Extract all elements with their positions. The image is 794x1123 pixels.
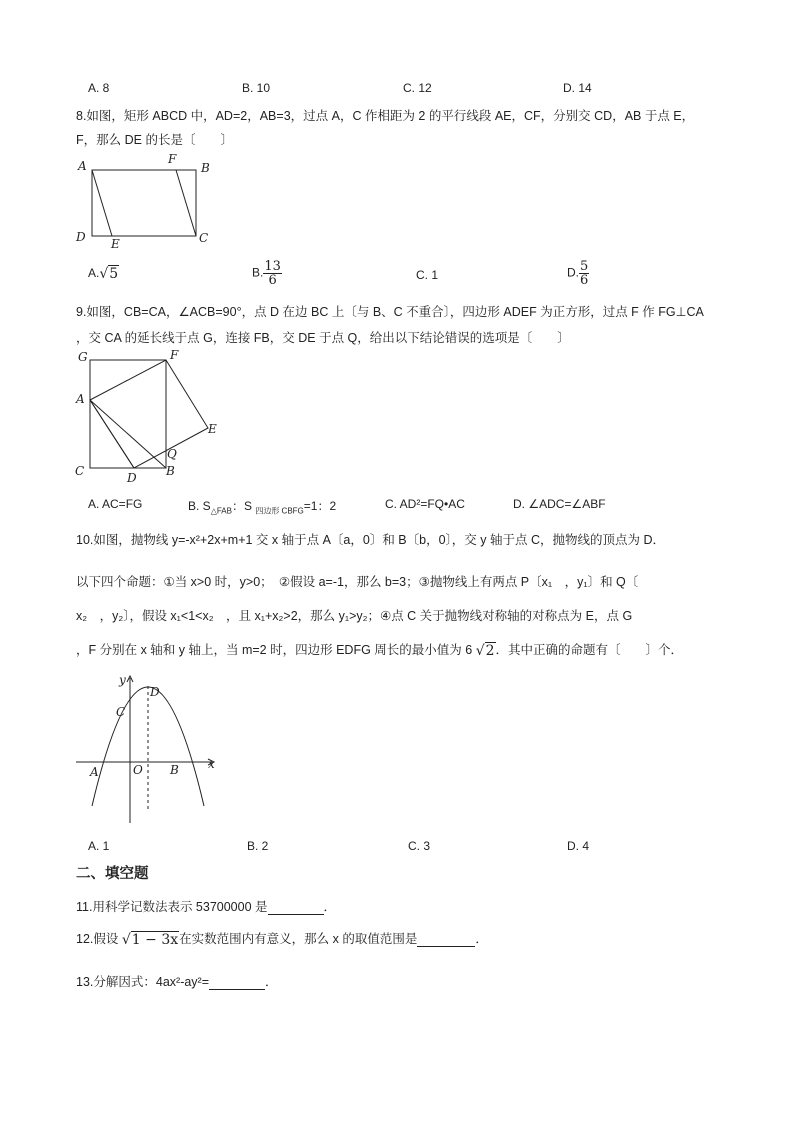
- q7-option-d: D. 14: [563, 81, 592, 95]
- q8-stem-line1: 8.如图，矩形 ABCD 中，AD=2，AB=3，过点 A，C 作相距为 2 的平行线段 AE，CF，分别交 CD，AB 于点 E，: [76, 109, 695, 123]
- q8-option-b: [252, 260, 282, 287]
- q9-option-d: D. ∠ADC=∠ABF: [513, 497, 606, 511]
- q12-stem: [76, 929, 488, 948]
- q10-line4-sqrt: √2: [475, 642, 495, 659]
- q9-option-b-sub1: △FAB: [210, 506, 232, 516]
- q10-label-b: B: [170, 763, 179, 777]
- q10-line4-radicand: 2: [485, 642, 495, 659]
- q8-label-c: C: [199, 231, 209, 245]
- q13-end: ．: [265, 975, 278, 989]
- q8-label-d: D: [76, 230, 86, 244]
- q8-option-d: [567, 260, 589, 287]
- q9-option-b-mid: ：S: [231, 499, 252, 513]
- q10-parabola-figure: [72, 668, 232, 828]
- q9-label-c: C: [75, 464, 85, 478]
- q8-option-d-prefix: D.: [567, 265, 579, 280]
- q12-pre: 12.假设: [76, 932, 119, 946]
- q9-option-b-end: =1：2: [303, 499, 337, 513]
- q10-stem-line4: [76, 640, 683, 659]
- q7-option-a: A. 8: [88, 81, 110, 95]
- q9-label-a: A: [76, 392, 85, 406]
- q9-option-c: C. AD²=FQ•AC: [385, 497, 465, 511]
- q9-option-b: [188, 497, 336, 516]
- q8-option-a-prefix: A.: [88, 266, 100, 281]
- q9-stem-line1: 9.如图，CB=CA，∠ACB=90°，点 D 在边 BC 上〔与 B、C 不重合〕，四边形 ADEF 为正方形，过点 F 作 FG⊥CA: [76, 305, 704, 319]
- q8-option-c: C. 1: [416, 268, 439, 282]
- q8-option-a: [88, 266, 119, 282]
- q10-option-c: C. 3: [408, 839, 431, 853]
- q10-label-x: x: [208, 757, 215, 771]
- q10-label-o: O: [133, 763, 143, 777]
- q12-end: ．: [475, 932, 488, 946]
- q10-line4-pre: ，F 分别在 x 轴和 y 轴上，当 m=2 时，四边形 EDFG 周长的最小值为 6: [76, 643, 473, 657]
- q7-option-b: B. 10: [242, 81, 271, 95]
- q11-text: 11.用科学记数法表示 53700000 是: [76, 900, 268, 914]
- q9-label-d: D: [127, 471, 137, 485]
- q9-option-b-main: B. S: [188, 499, 211, 513]
- q8-option-d-den: 6: [580, 273, 589, 288]
- q8-label-f: F: [168, 152, 177, 166]
- q8-option-a-sqrt: √5: [99, 266, 119, 282]
- q8-rectangle-figure: [72, 150, 222, 250]
- q12-radicand: 1 − 3x: [131, 931, 179, 948]
- q8-option-b-prefix: B.: [252, 265, 264, 280]
- q9-label-g: G: [78, 350, 88, 364]
- q12-answer-blank: [417, 932, 475, 947]
- q9-option-b-sub2: 四边形 CBFG: [255, 506, 304, 516]
- q7-option-c: C. 12: [403, 81, 432, 95]
- q8-label-a: A: [78, 159, 87, 173]
- q12-post: 在实数范围内有意义，那么 x 的取值范围是: [179, 932, 418, 946]
- q9-label-e: E: [208, 422, 217, 436]
- q8-option-b-fraction: [263, 260, 282, 287]
- q10-option-d: D. 4: [567, 839, 590, 853]
- q10-option-a: A. 1: [88, 839, 110, 853]
- q9-label-b: B: [166, 464, 175, 478]
- q8-option-b-den: 6: [268, 273, 277, 288]
- q8-option-b-num: 13: [264, 259, 281, 274]
- q10-label-c: C: [116, 705, 126, 719]
- q10-label-a: A: [90, 765, 99, 779]
- q10-stem-line2: 以下四个命题：①当 x>0 时，y>0； ②假设 a=-1，那么 b=3；③抛物线上有两点 P〔x₁ ，y₁〕和 Q〔: [76, 575, 639, 589]
- q11-answer-blank: [268, 900, 324, 915]
- q10-label-y: y: [119, 673, 126, 687]
- q8-option-d-fraction: [579, 260, 589, 287]
- q9-stem-line2: ，交 CA 的延长线于点 G，连接 FB，交 DE 于点 Q，给出以下结论错误的选项是〔 〕: [76, 331, 570, 345]
- q10-stem-line1: 10.如图，抛物线 y=-x²+2x+m+1 交 x 轴于点 A〔a，0〕和 B〔b，0〕，交 y 轴于点 C，抛物线的顶点为 D．: [76, 533, 665, 547]
- q10-line4-post: ．其中正确的命题有〔 〕个．: [495, 643, 684, 657]
- q13-stem: [76, 972, 278, 990]
- q13-answer-blank: [209, 975, 265, 990]
- q10-label-d: D: [150, 685, 160, 699]
- q12-sqrt: √1 − 3x: [121, 931, 179, 948]
- q8-label-b: B: [201, 161, 210, 175]
- q9-label-q: Q: [167, 447, 177, 461]
- q9-label-f: F: [170, 348, 179, 362]
- q10-stem-line3: x₂ ，y₂〕，假设 x₁<1<x₂ ，且 x₁+x₂>2，那么 y₁>y₂；④点 C 关于抛物线对称轴的对称点为 E，点 G: [76, 609, 633, 623]
- q8-option-d-num: 5: [580, 259, 589, 274]
- q8-stem-line2: F，那么 DE 的长是〔 〕: [76, 133, 233, 147]
- q9-option-a: A. AC=FG: [88, 497, 143, 511]
- q8-option-a-radicand: 5: [109, 266, 119, 282]
- section-heading-fill-in: 二、填空题: [76, 866, 149, 882]
- q13-text: 13.分解因式：4ax²-ay²=: [76, 975, 210, 989]
- q8-label-e: E: [111, 237, 120, 250]
- q11-stem: [76, 897, 336, 915]
- q11-end: ．: [323, 900, 337, 914]
- q10-option-b: B. 2: [247, 839, 269, 853]
- q9-square-figure: [72, 345, 232, 490]
